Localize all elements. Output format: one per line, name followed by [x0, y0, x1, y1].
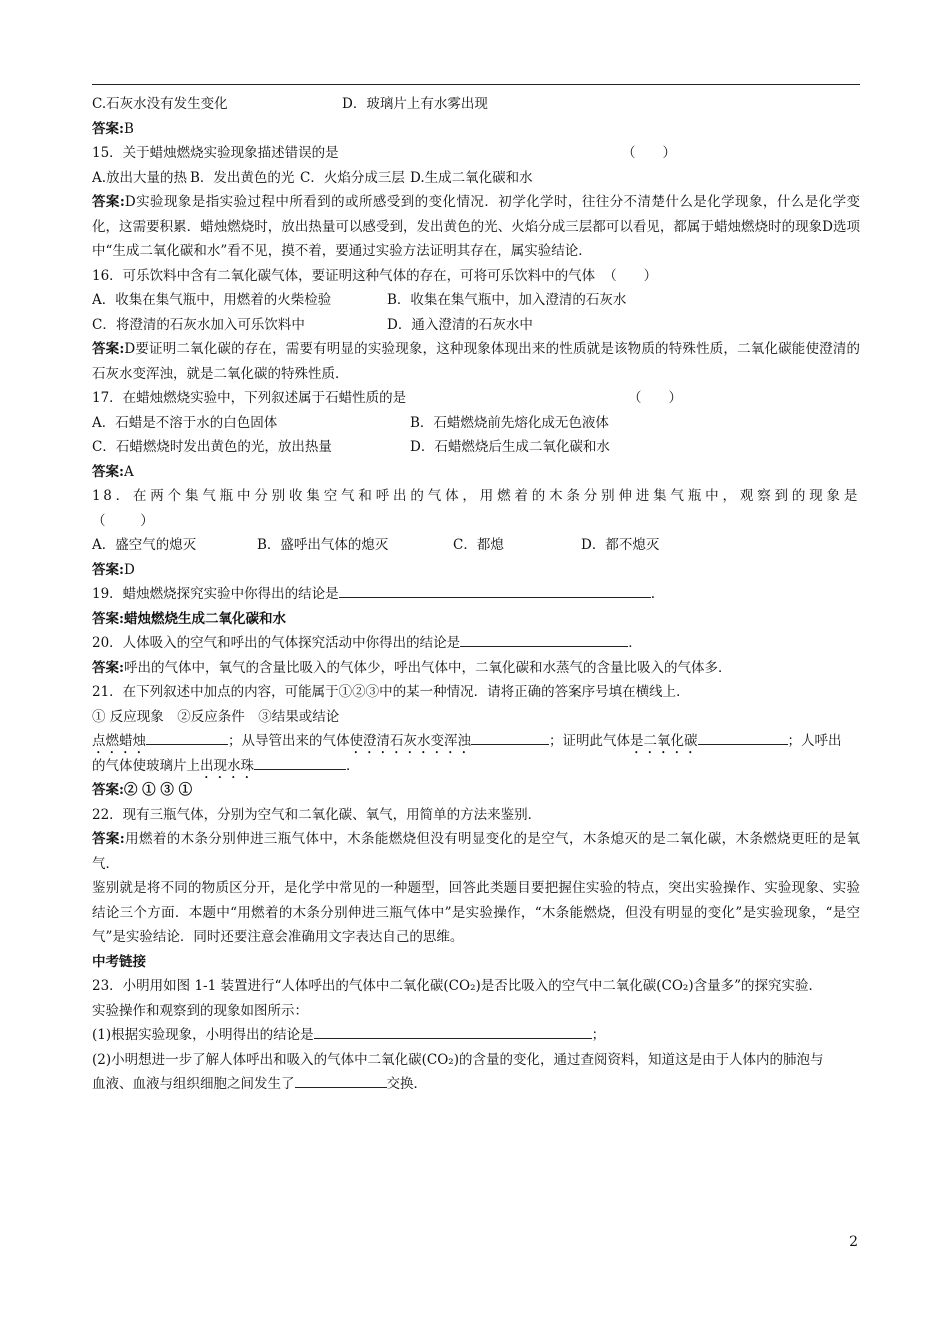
- q18-stem: 18．在两个集气瓶中分别收集空气和呼出的气体，用燃着的木条分别伸进集气瓶中，观察到的现象是（ ）: [92, 488, 860, 529]
- question-stem: 19．蜡烛燃烧探究实验中你得出的结论是: [92, 586, 339, 602]
- stem-end: .: [650, 586, 655, 602]
- sentence-text: ；证明此气体: [549, 733, 630, 749]
- answer-label: 答案:: [92, 194, 125, 210]
- option-c: C．将澄清的石灰水加入可乐饮料中: [92, 316, 305, 333]
- q21-stem: 21．在下列叙述中加点的内容，可能属于①②③中的某一种情况．请将正确的答案序号填在横线上．: [92, 684, 690, 700]
- answer-text: D实验现象是指实验过程中所看到的或所感受到的变化情况．初学化学时，往往分不清楚什么是化学现象，什么是化学变化，这需要积累．蜡烛燃烧时，放出热量可以感受到，发出黄色的光、火焰分成三层都可以看见，都属于蜡烛燃烧时的现象D选项中“生成二氧化碳和水”看不见，摸不着，要通过实验方法证明其存在，属实验结论．: [92, 194, 860, 259]
- q21-sentence-line1: [92, 729, 860, 754]
- q15-options: [92, 166, 860, 191]
- option-b: B．发出黄色的光: [190, 169, 295, 186]
- answer-text: ② ① ③ ①: [123, 782, 193, 798]
- q15-answer: [92, 190, 860, 264]
- sentence-text: 的气体使玻璃片上: [92, 757, 200, 774]
- q20-stem: [92, 631, 860, 656]
- question-stem: 15．关于蜡烛燃烧实验现象描述错误的是: [92, 145, 339, 161]
- q17-options-cd: [92, 435, 860, 460]
- q17-stem: [92, 386, 860, 411]
- fill-blank[interactable]: [339, 582, 651, 598]
- answer-paren: （ ）: [622, 145, 676, 161]
- option-b: B．收集在集气瓶中，加入澄清的石灰水: [387, 292, 627, 308]
- q14-option-d: D．玻璃片上有水雾出现: [342, 96, 488, 112]
- q15-stem: [92, 141, 860, 166]
- part-end: 交换．: [386, 1076, 427, 1092]
- answer-label: 答案:: [92, 463, 124, 480]
- q23-part1: [92, 1023, 860, 1048]
- answer-text: B: [123, 120, 134, 137]
- question-stem: 20．人体吸入的空气和呼出的气体探究活动中你得出的结论是: [92, 635, 461, 651]
- fill-blank[interactable]: [254, 754, 346, 770]
- q14-option-c: C.石灰水没有发生变化: [92, 96, 228, 112]
- answer-label: 答案:: [92, 659, 124, 676]
- answer-paren: （ ）: [603, 267, 658, 284]
- part-end: ；: [591, 1027, 606, 1043]
- document-body: [92, 92, 860, 1097]
- option-d: D．通入澄清的石灰水中: [387, 316, 533, 333]
- sentence-text: ；人呼出: [787, 733, 842, 749]
- q16-stem: [92, 264, 860, 289]
- question-part: (1)根据实验现象，小明得出的结论是: [92, 1027, 314, 1043]
- q21-sentence-line2: [92, 754, 860, 779]
- option-d: D．都不熄灭: [581, 537, 660, 553]
- q17-options-ab: [92, 411, 860, 436]
- option-a: A.放出大量的热: [92, 169, 188, 186]
- q18-answer: [92, 558, 860, 583]
- q16-answer: [92, 337, 860, 386]
- option-d: D．石蜡燃烧后生成二氧化碳和水: [410, 439, 610, 455]
- dotted-text: 使澄清石灰水变浑浊: [349, 733, 471, 749]
- option-c: C．都熄: [453, 537, 504, 553]
- q16-options-ab: [92, 288, 860, 313]
- q21-answer: [92, 778, 860, 803]
- q21-choices: ① 反应现象 ②反应条件 ③结果或结论: [92, 708, 340, 725]
- option-c: C．石蜡燃烧时发出黄色的光，放出热量: [92, 439, 332, 455]
- answer-text: 呼出的气体中，氧气的含量比吸入的气体少，呼出气体中，二氧化碳和水蒸气的含量比吸入的气体多．: [123, 659, 732, 676]
- section-title: 中考链接: [92, 953, 146, 970]
- dotted-text: 是二氧化碳: [630, 733, 698, 749]
- page-number: 2: [849, 1234, 858, 1250]
- question-stem: 16．可乐饮料中含有二氧化碳气体，要证明这种气体的存在，可将可乐饮料中的气体: [92, 267, 596, 284]
- answer-text: 蜡烛燃烧生成二氧化碳和水: [123, 610, 286, 627]
- fill-blank[interactable]: [295, 1072, 387, 1088]
- answer-label: 答案:: [92, 120, 124, 137]
- option-b: B．石蜡燃烧前先熔化成无色液体: [410, 414, 609, 431]
- fill-blank[interactable]: [698, 729, 788, 745]
- q16-options-cd: [92, 313, 860, 338]
- answer-label: 答案:: [92, 610, 124, 627]
- answer-text: A: [123, 463, 134, 480]
- q22-stem: 22．现有三瓶气体，分别为空气和二氧化碳、氧气，用简单的方法来鉴别．: [92, 806, 542, 823]
- answer-label: 答案:: [92, 561, 124, 578]
- dotted-text: 点燃蜡烛: [92, 733, 146, 749]
- option-b: B．盛呼出气体的熄灭: [257, 537, 389, 553]
- question-stem: 17．在蜡烛燃烧实验中，下列叙述属于石蜡性质的是: [92, 390, 407, 406]
- q23-stem: 23．小明用如图 1-1 装置进行“人体呼出的气体中二氧化碳(CO₂)是否比吸入的空气中二氧化碳(CO₂)含量多”的探究实验．: [92, 978, 822, 994]
- answer-label: 答案:: [92, 341, 125, 357]
- fill-blank[interactable]: [471, 729, 549, 745]
- option-a: A．收集在集气瓶中，用燃着的火柴检验: [92, 292, 332, 308]
- option-c: C．火焰分成三层: [300, 169, 405, 186]
- q18-options: [92, 533, 860, 558]
- q22-answer: [92, 827, 860, 876]
- stem-end: ．: [628, 635, 642, 651]
- sentence-text: ；从导管出来的气体: [228, 733, 350, 749]
- q17-answer: [92, 460, 860, 485]
- answer-paren: （ ）: [628, 390, 682, 406]
- fill-blank[interactable]: [146, 729, 228, 745]
- option-d: D.生成二氧化碳和水: [410, 169, 533, 186]
- sentence-end: ．: [346, 757, 360, 774]
- answer-text: 用燃着的木条分别伸进三瓶气体中，木条能燃烧但没有明显变化的是空气，木条熄灭的是二氧化碳，木条燃烧更旺的是氧气．: [92, 831, 861, 872]
- q19-stem: [92, 582, 860, 607]
- fill-blank[interactable]: [460, 631, 628, 647]
- q20-answer: [92, 656, 860, 681]
- q23-part2-cont: [92, 1072, 860, 1097]
- option-a: A．盛空气的熄灭: [92, 537, 197, 553]
- answer-label: 答案:: [92, 782, 124, 798]
- q22-explanation: 鉴别就是将不同的物质区分开，是化学中常见的一种题型，回答此类题目要把握住实验的特点，突出实验操作、实验现象、实验结论三个方面．本题中“用燃着的木条分别伸进三瓶气体中”是实验操作，“木条能燃烧，但没有明显的变化”是实验现象，“是空气”是实验结论．同时还要注意会准确用文字表达自己的思维。: [92, 880, 860, 945]
- answer-text: D要证明二氧化碳的存在，需要有明显的实验现象，这种现象体现出来的性质就是该物质的特殊性质，二氧化碳能使澄清的石灰水变浑浊，就是二氧化碳的特殊性质．: [92, 341, 861, 382]
- option-a: A．石蜡是不溶于水的白色固体: [92, 414, 278, 431]
- q23-part2: (2)小明想进一步了解人体呼出和吸入的气体中二氧化碳(CO₂)的含量的变化，通过查阅资料，知道这是由于人体内的肺泡与: [92, 1051, 824, 1068]
- q14-options: [92, 92, 860, 117]
- q23-stem2: 实验操作和观察到的现象如图所示：: [92, 1002, 308, 1019]
- answer-label: 答案:: [92, 831, 125, 847]
- question-part: 血液、血液与组织细胞之间发生了: [92, 1076, 295, 1092]
- dotted-text: 出现水珠: [200, 757, 254, 774]
- q14-answer: [92, 117, 860, 142]
- q19-answer: [92, 607, 860, 632]
- answer-text: D: [123, 561, 135, 578]
- fill-blank[interactable]: [314, 1023, 592, 1039]
- header-rule: [92, 84, 860, 85]
